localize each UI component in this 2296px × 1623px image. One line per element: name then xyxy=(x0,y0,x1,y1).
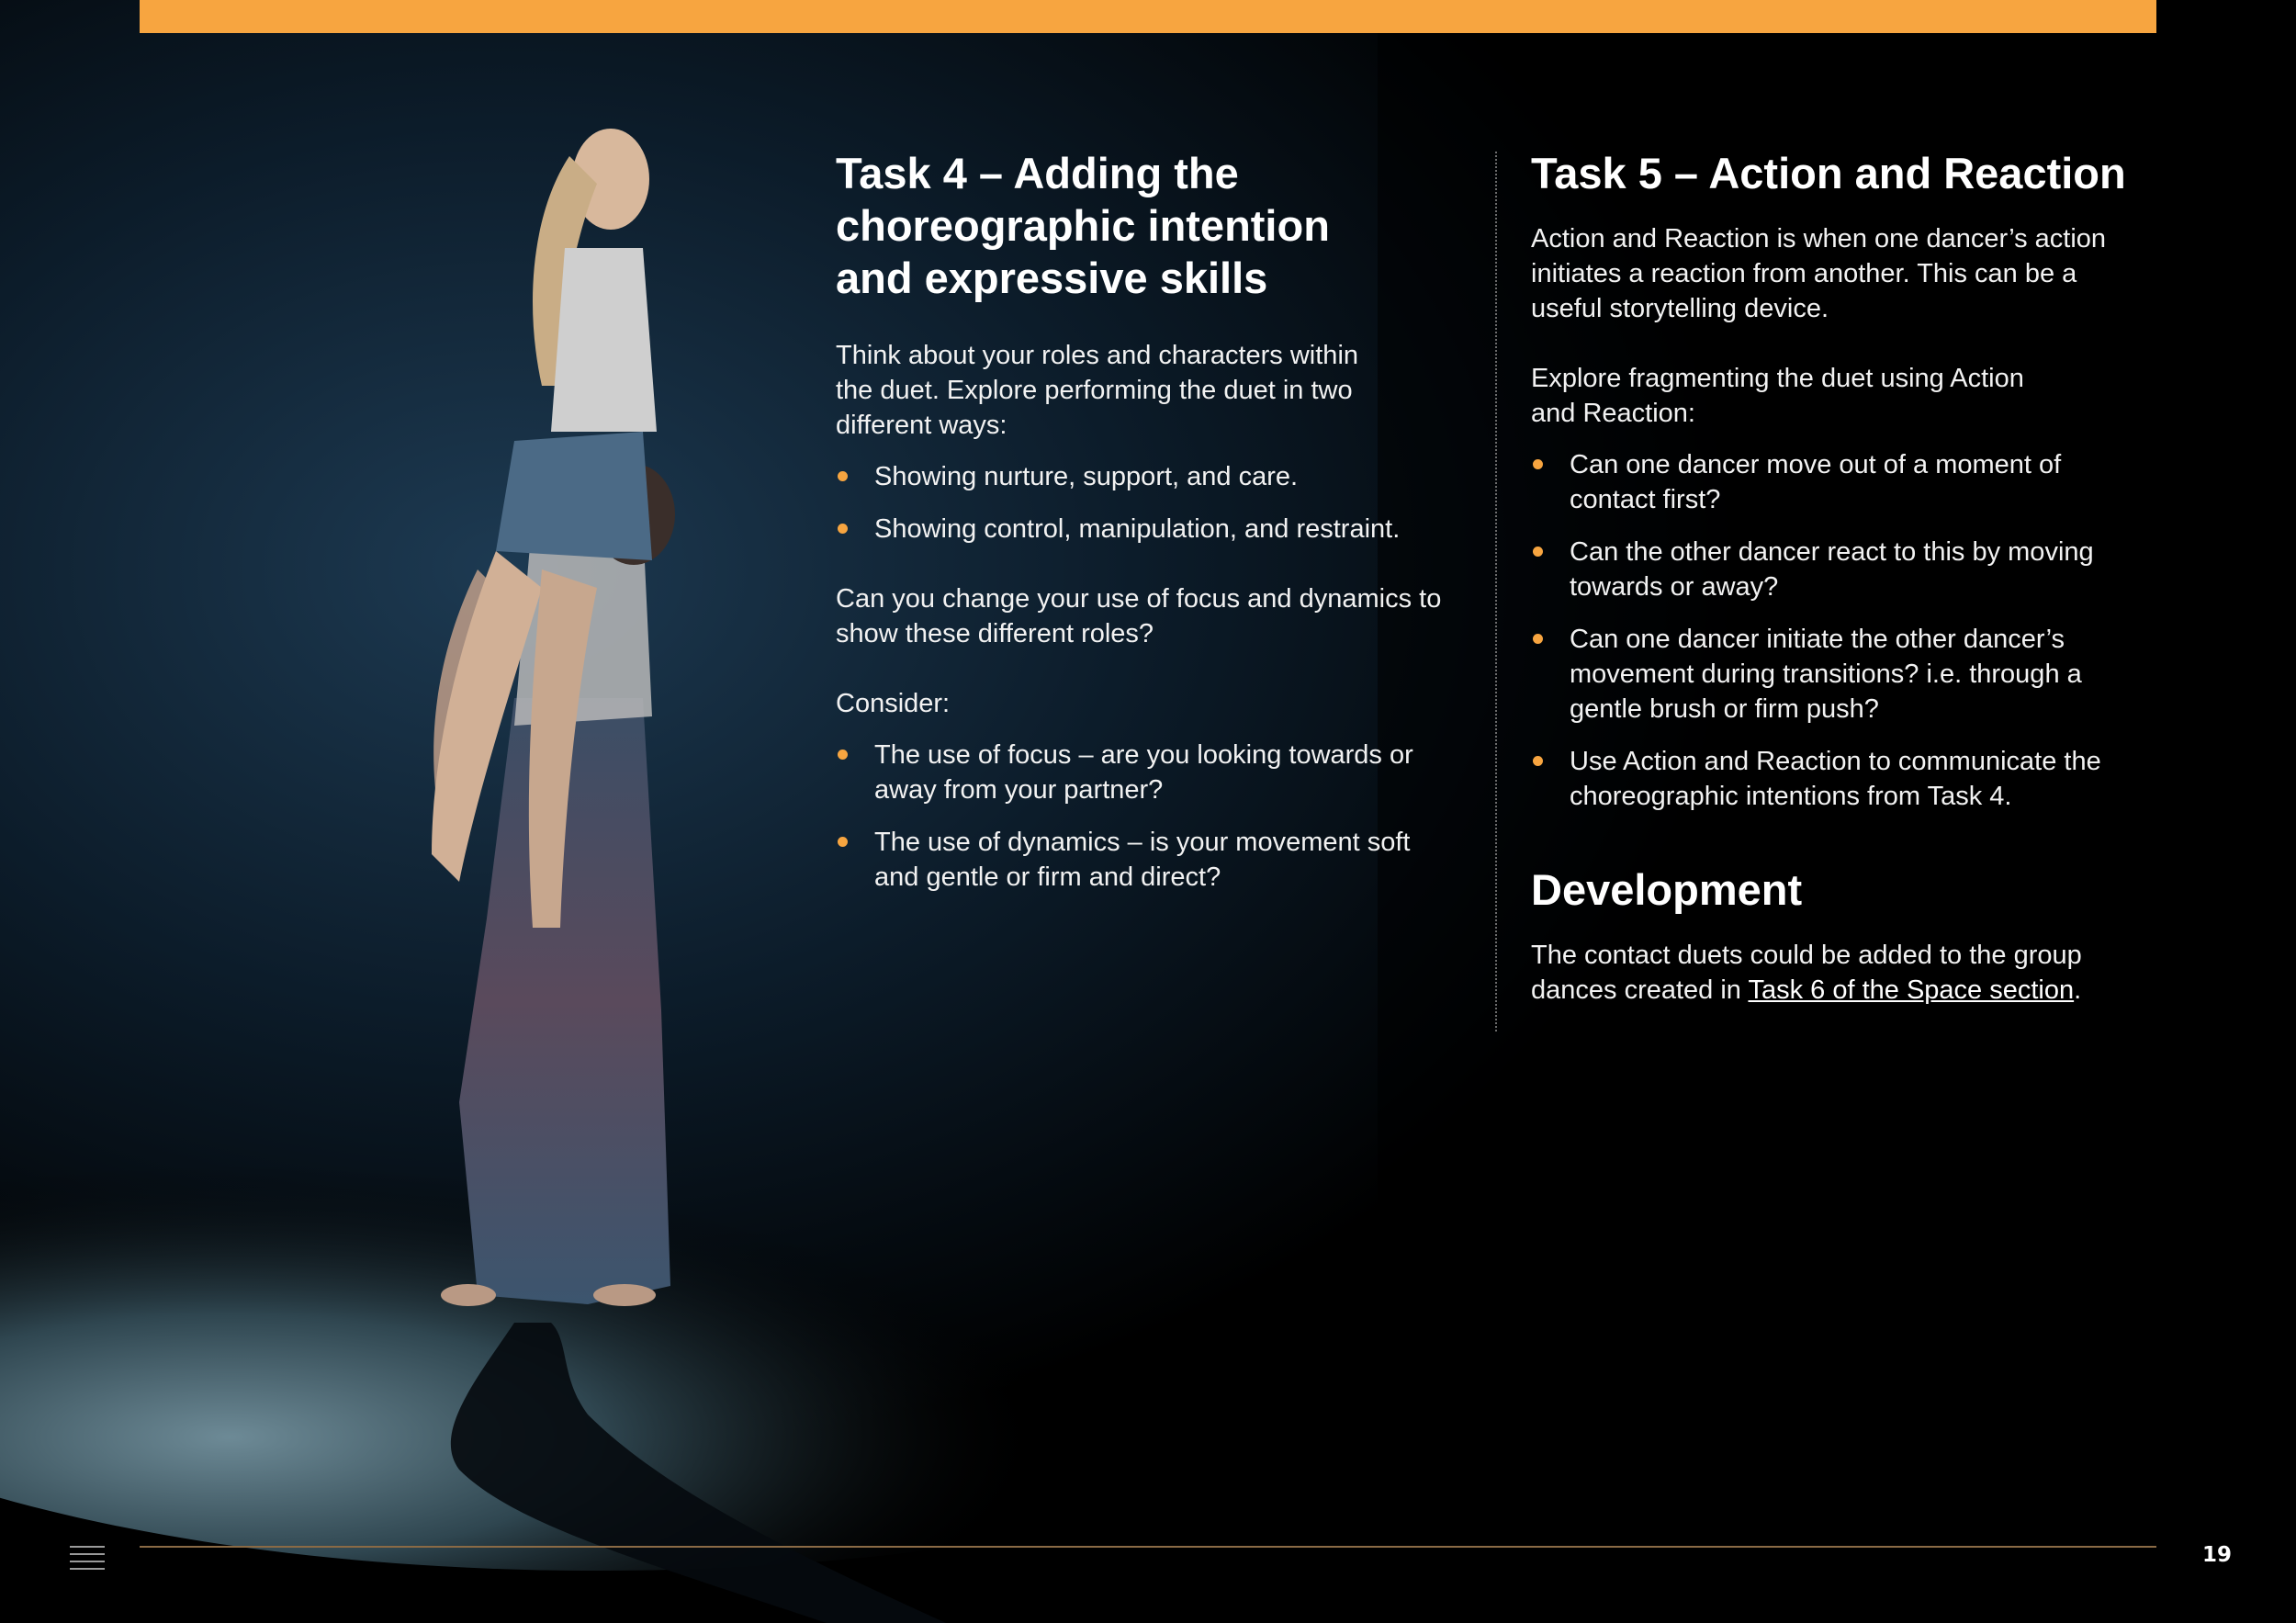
task4-question xyxy=(836,581,1469,651)
bullet-icon xyxy=(1533,756,1543,766)
list-item xyxy=(836,825,1469,895)
task4-heading-line3: and expressive skills xyxy=(836,254,1268,302)
bullet-icon xyxy=(838,471,848,481)
list-item-text: Use Action and Reaction to communicate the xyxy=(1570,747,2101,776)
space-section-link[interactable]: Task 6 of the Space section xyxy=(1748,975,2075,1005)
list-item-text: contact first? xyxy=(1570,485,1721,514)
task5-intro-line3: useful storytelling device. xyxy=(1531,294,1829,323)
list-item-text: The use of focus – are you looking towards or xyxy=(874,740,1413,770)
list-item-text: Showing control, manipulation, and restraint. xyxy=(874,514,1401,544)
list-item xyxy=(1531,447,2137,517)
task4-intro-line3: different ways: xyxy=(836,411,1007,440)
list-item-text: Showing nurture, support, and care. xyxy=(874,462,1299,491)
menu-icon[interactable] xyxy=(70,1546,105,1570)
list-item xyxy=(1531,535,2137,604)
task4-heading-line2: choreographic intention xyxy=(836,201,1330,250)
task5-section xyxy=(1531,147,2137,1008)
list-item xyxy=(836,459,1469,494)
development-text-line1: The contact duets could be added to the group xyxy=(1531,941,2082,970)
task5-heading: Task 5 – Action and Reaction xyxy=(1531,149,2126,197)
list-item xyxy=(1531,622,2137,727)
list-item xyxy=(1531,744,2137,814)
task5-points-list xyxy=(1531,447,2137,814)
bullet-icon xyxy=(838,750,848,760)
development-text xyxy=(1531,938,2137,1008)
task5-explore-line2: and Reaction: xyxy=(1531,399,1695,428)
bullet-icon xyxy=(1533,547,1543,557)
task5-explore xyxy=(1531,361,2137,431)
list-item-text: away from your partner? xyxy=(874,775,1164,805)
list-item-text: Can one dancer move out of a moment of xyxy=(1570,450,2062,479)
development-text-after-link: . xyxy=(2074,975,2082,1005)
bullet-icon xyxy=(838,837,848,847)
task4-ways-list xyxy=(836,459,1469,547)
list-item-text: choreographic intentions from Task 4. xyxy=(1570,782,2012,811)
list-item-text: Can the other dancer react to this by moving xyxy=(1570,537,2094,567)
list-item-text: towards or away? xyxy=(1570,572,1779,602)
bullet-icon xyxy=(1533,634,1543,644)
development-heading: Development xyxy=(1531,865,1803,914)
task4-section xyxy=(836,147,1469,912)
task5-intro-line1: Action and Reaction is when one dancer’s action xyxy=(1531,224,2107,254)
column-divider xyxy=(1495,152,1497,1031)
list-item-text: and gentle or firm and direct? xyxy=(874,862,1221,892)
bullet-icon xyxy=(1533,459,1543,469)
task4-question-line2: show these different roles? xyxy=(836,619,1154,648)
task4-considerations-list xyxy=(836,738,1469,895)
task4-question-line1: Can you change your use of focus and dynamics to xyxy=(836,584,1442,614)
task4-heading-line1: Task 4 – Adding the xyxy=(836,149,1239,197)
bullet-icon xyxy=(838,524,848,534)
list-item-text: movement during transitions? i.e. through a xyxy=(1570,659,2082,689)
task4-intro-line1: Think about your roles and characters within xyxy=(836,341,1359,370)
list-item-text: gentle brush or firm push? xyxy=(1570,694,1879,724)
page-number: 19 xyxy=(2201,1543,2232,1567)
list-item-text: Can one dancer initiate the other dancer’s xyxy=(1570,625,2065,654)
footer-rule xyxy=(140,1546,2156,1548)
task4-intro xyxy=(836,338,1469,443)
list-item xyxy=(836,738,1469,807)
top-accent-bar xyxy=(140,0,2156,33)
task4-consider: Consider: xyxy=(836,689,951,718)
list-item-text: The use of dynamics – is your movement soft xyxy=(874,828,1411,857)
list-item xyxy=(836,512,1469,547)
development-text-before-link: dances created in xyxy=(1531,975,1749,1005)
task4-heading xyxy=(836,147,1469,304)
task4-intro-line2: the duet. Explore performing the duet in two xyxy=(836,376,1353,405)
task5-intro xyxy=(1531,221,2137,326)
task5-explore-line1: Explore fragmenting the duet using Action xyxy=(1531,364,2024,393)
task5-intro-line2: initiates a reaction from another. This can be a xyxy=(1531,259,2077,288)
